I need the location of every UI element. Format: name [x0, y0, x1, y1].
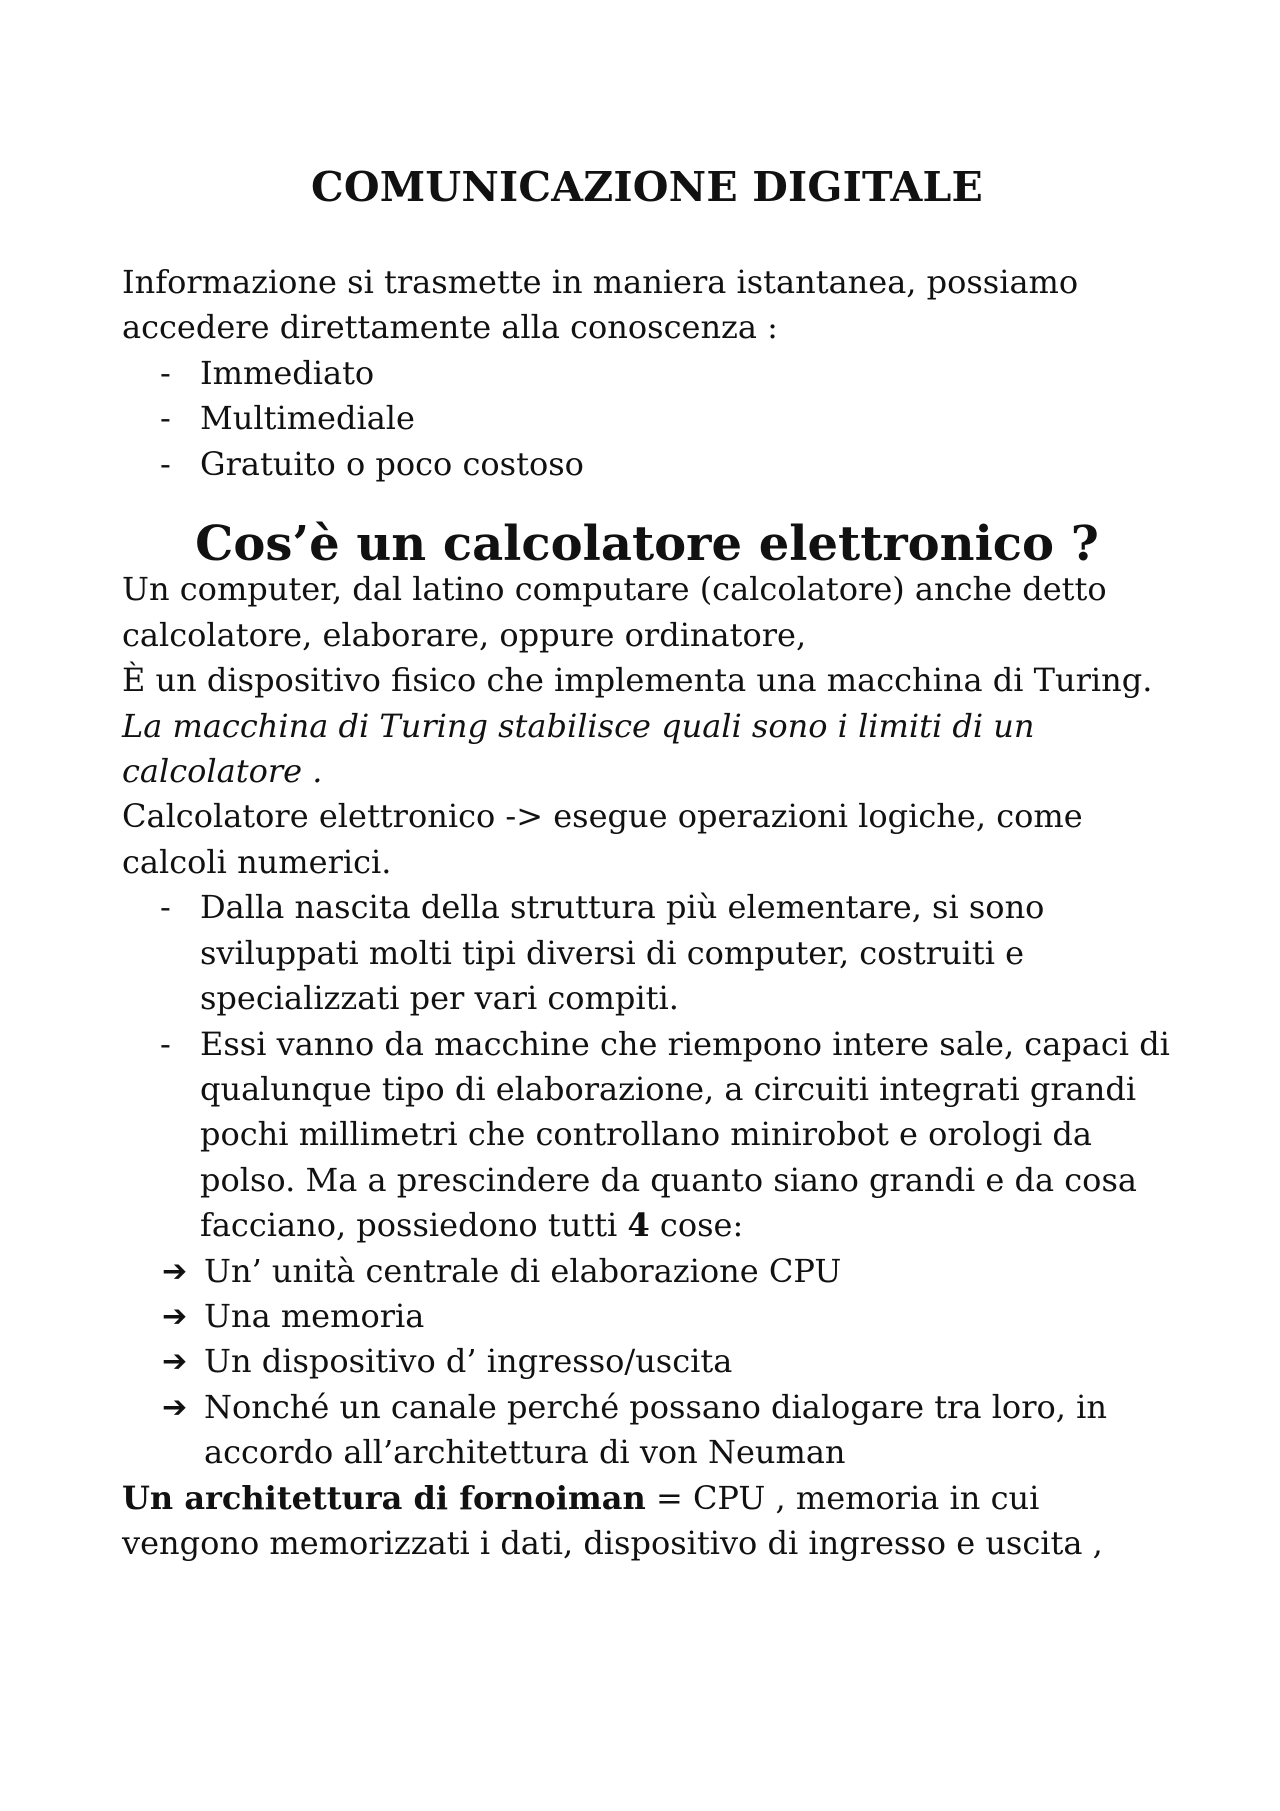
list-item: [162, 1294, 1172, 1339]
bold-number: 4: [627, 1206, 650, 1245]
list-item-text: Un dispositivo d’ ingresso/uscita: [204, 1342, 733, 1381]
arrow-right-icon: ➔: [162, 1298, 188, 1334]
list-item-tail: cose:: [649, 1206, 744, 1245]
paragraph-computer-definition: Un computer, dal latino computare (calcolatore) anche detto calcolatore, elaborare, oppure ordinatore,: [122, 570, 1107, 654]
dash-bullet: -: [160, 399, 171, 438]
arrow-right-icon: ➔: [162, 1389, 188, 1425]
list-item: [162, 1249, 1172, 1294]
dash-bullet: -: [160, 444, 171, 483]
paragraph-turing-limits: La macchina di Turing stabilisce quali sono i limiti di un calcolatore .: [122, 706, 1035, 791]
list-item-text: Una memoria: [204, 1296, 425, 1335]
computer-components-list: [122, 1249, 1172, 1476]
intro-paragraph: Informazione si trasmette in maniera istantanea, possiamo accedere direttamente alla conoscenza :: [122, 263, 1079, 347]
list-item-text: Gratuito o poco costoso: [200, 444, 584, 483]
list-item: [160, 1022, 1172, 1249]
architecture-definition: = CPU , memoria in cui vengono memorizzati i dati, dispositivo di ingresso e uscita ,: [122, 1478, 1103, 1562]
list-item-text: Nonché un canale perché possano dialogare tra loro, in accordo all’architettura di von Neuman: [204, 1387, 1107, 1472]
list-item-text: Dalla nascita della struttura più elementare, si sono sviluppati molti tipi diversi di computer, costruiti e specializzati per vari compiti.: [200, 888, 1045, 1018]
list-item-text: Essi vanno da macchine che riempono intere sale, capaci di qualunque tipo di elaborazione, a circuiti integrati grandi pochi millimetri che controllano minirobot e orologi da polso. Ma a prescindere da quanto siano grandi e da cosa facciano, possiedono tutti: [200, 1024, 1170, 1245]
dash-bullet: -: [160, 353, 171, 392]
list-item: [162, 1385, 1172, 1476]
arrow-right-icon: ➔: [162, 1253, 188, 1289]
intro-list: [122, 351, 1172, 487]
paragraph-turing-device: È un dispositivo fisico che implementa una macchina di Turing.: [122, 661, 1153, 700]
list-item: [160, 885, 1172, 1021]
document-content: [122, 160, 1172, 1566]
computer-types-list: [122, 885, 1172, 1248]
list-item: [160, 351, 1172, 396]
list-item-text: Un’ unità centrale di elaborazione CPU: [204, 1251, 842, 1290]
architecture-term: Un architettura di fornoiman: [122, 1478, 646, 1517]
section-heading: Cos’è un calcolatore elettronico ?: [195, 516, 1099, 573]
paragraph-electronic-calculator: Calcolatore elettronico -> esegue operazioni logiche, come calcoli numerici.: [122, 797, 1083, 881]
list-item: [160, 442, 1172, 487]
list-item-text: Multimediale: [200, 399, 415, 438]
dash-bullet: -: [160, 1024, 171, 1063]
list-item: [162, 1339, 1172, 1384]
arrow-right-icon: ➔: [162, 1344, 188, 1380]
list-item-text: Immediato: [200, 353, 375, 392]
document-title: COMUNICAZIONE DIGITALE: [311, 163, 983, 211]
paragraph-architecture: [122, 1476, 1172, 1567]
list-item: [160, 396, 1172, 441]
dash-bullet: -: [160, 888, 171, 927]
